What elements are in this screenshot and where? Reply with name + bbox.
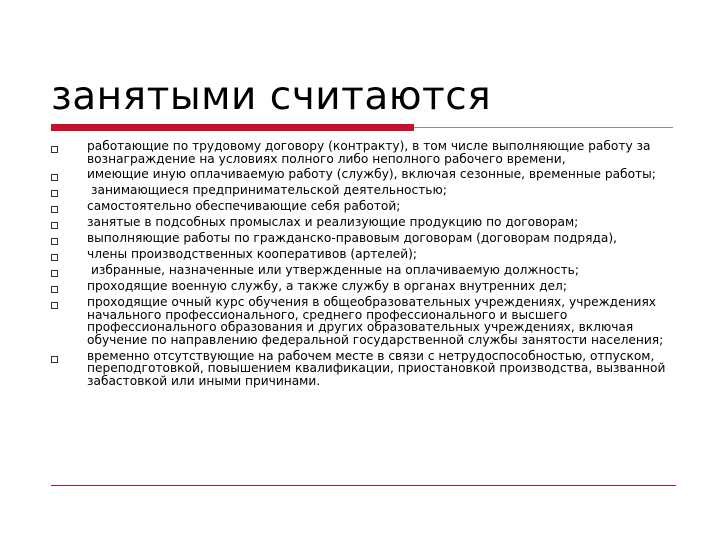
hollow-square-bullet-icon	[51, 302, 58, 309]
list-item	[51, 184, 676, 197]
hollow-square-bullet-icon	[51, 356, 58, 363]
list-item	[51, 280, 676, 293]
list-item-text: проходящие военную службу, а также службу в органах внутренних дел;	[87, 279, 567, 294]
list-item	[51, 248, 676, 261]
list-item	[51, 168, 676, 181]
list-item-text: выполняющие работы по гражданско-правовым договорам (договорам подряда),	[87, 231, 617, 246]
list-item	[51, 232, 676, 245]
footer-rule	[51, 485, 676, 486]
list-item-text: избранные, назначенные или утвержденные на оплачиваемую должность;	[91, 263, 579, 278]
list-item	[51, 140, 676, 165]
list-item-text: имеющие иную оплачиваемую работу (службу), включая сезонные, временные работы;	[87, 167, 656, 182]
title-underline-accent	[51, 124, 414, 131]
list-item-text: проходящие очный курс обучения в общеобразовательных учреждениях, учреждениях начального профессионального, среднего профессионального и высшего профессионального образования и других образовательных учреждениях, включая обучение по направлению федеральной государственной службы занятости населения;	[87, 295, 664, 347]
slide-title: занятыми считаются	[51, 74, 492, 119]
hollow-square-bullet-icon	[51, 222, 58, 229]
hollow-square-bullet-icon	[51, 206, 58, 213]
list-item-text: работающие по трудовому договору (контракту), в том числе выполняющие работу за вознаграждение на условиях полного либо неполного рабочего времени,	[87, 139, 651, 166]
list-item-text: временно отсутствующие на рабочем месте в связи с нетрудоспособностью, отпуском, переподготовкой, повышением квалификации, приостановкой производства, вызванной забастовкой или иными причинами.	[87, 348, 666, 388]
list-item-text: члены производственных кооперативов (артелей);	[87, 247, 417, 262]
list-item	[51, 200, 676, 213]
hollow-square-bullet-icon	[51, 174, 58, 181]
list-item-text: занятые в подсобных промыслах и реализующие продукцию по договорам;	[87, 215, 579, 230]
list-item-text: самостоятельно обеспечивающие себя работой;	[87, 199, 401, 214]
list-item	[51, 216, 676, 229]
bullet-list	[51, 140, 676, 387]
list-item	[51, 264, 676, 277]
hollow-square-bullet-icon	[51, 190, 58, 197]
hollow-square-bullet-icon	[51, 238, 58, 245]
list-item	[51, 296, 676, 346]
list-item-text: занимающиеся предпринимательской деятельностью;	[91, 183, 447, 198]
list-item	[51, 350, 676, 388]
hollow-square-bullet-icon	[51, 146, 58, 153]
hollow-square-bullet-icon	[51, 254, 58, 261]
title-underline-rule	[414, 127, 673, 128]
hollow-square-bullet-icon	[51, 270, 58, 277]
hollow-square-bullet-icon	[51, 286, 58, 293]
